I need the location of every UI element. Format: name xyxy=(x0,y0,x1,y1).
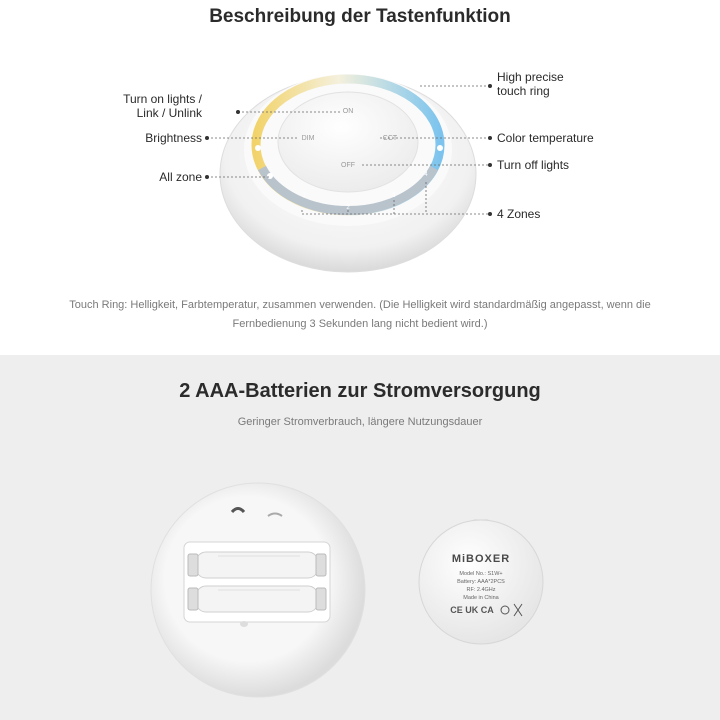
battery-slot-1 xyxy=(188,552,326,578)
callout-touch-ring-line1: High precise xyxy=(497,70,564,84)
remote-battery-compartment xyxy=(151,483,365,697)
model-number: Model No.: S1W+ xyxy=(459,571,503,577)
off-label: OFF xyxy=(341,162,355,169)
zone-3-label: 3 xyxy=(392,193,396,199)
callout-turn-on xyxy=(100,92,202,120)
on-label: ON xyxy=(342,108,354,115)
callout-color-temperature: Color temperature xyxy=(497,131,594,145)
battery-cover xyxy=(419,520,543,644)
zone-2-label: 2 xyxy=(346,205,350,211)
function-description xyxy=(20,296,700,334)
callout-touch-ring xyxy=(497,70,637,98)
callout-turn-on-line1: Turn on lights / xyxy=(123,92,202,106)
brightness-dot xyxy=(255,145,261,151)
callout-turn-on-line2: Link / Unlink xyxy=(136,106,202,120)
cct-label: CCT xyxy=(382,135,398,142)
cct-dot xyxy=(437,145,443,151)
all-zone-dot xyxy=(267,173,273,179)
battery-title: 2 AAA-Batterien zur Stromversorgung xyxy=(179,380,541,402)
function-title: Beschreibung der Tastenfunktion xyxy=(209,6,511,27)
remote-front xyxy=(220,74,476,272)
callout-four-zones: 4 Zones xyxy=(497,207,541,221)
callout-all-zone: All zone xyxy=(159,170,202,184)
callout-touch-ring-line2: touch ring xyxy=(497,84,550,98)
function-description-line2: Fernbedienung 3 Sekunden lang nicht bedient wird.) xyxy=(232,318,488,330)
callout-brightness: Brightness xyxy=(145,131,202,145)
zone-4-label: 4 xyxy=(424,172,428,178)
zone-1-label: 1 xyxy=(302,193,306,199)
dim-label: DIM xyxy=(301,135,315,142)
made-in: Made in China xyxy=(463,595,499,601)
battery-subtitle: Geringer Stromverbrauch, längere Nutzungsdauer xyxy=(237,416,483,428)
battery-spec: Battery: AAA*2PCS xyxy=(457,579,505,585)
brand-logo: MiBOXER xyxy=(451,553,511,565)
callout-turn-off: Turn off lights xyxy=(497,158,570,172)
function-description-line1: Touch Ring: Helligkeit, Farbtemperatur, zusammen verwenden. (Die Helligkeit wird standardmäßig angepasst, wenn die xyxy=(69,299,651,311)
rf-spec: RF: 2.4GHz xyxy=(466,587,496,593)
battery-slot-2 xyxy=(188,586,326,612)
certification-marks: CE UK CA xyxy=(450,605,494,615)
